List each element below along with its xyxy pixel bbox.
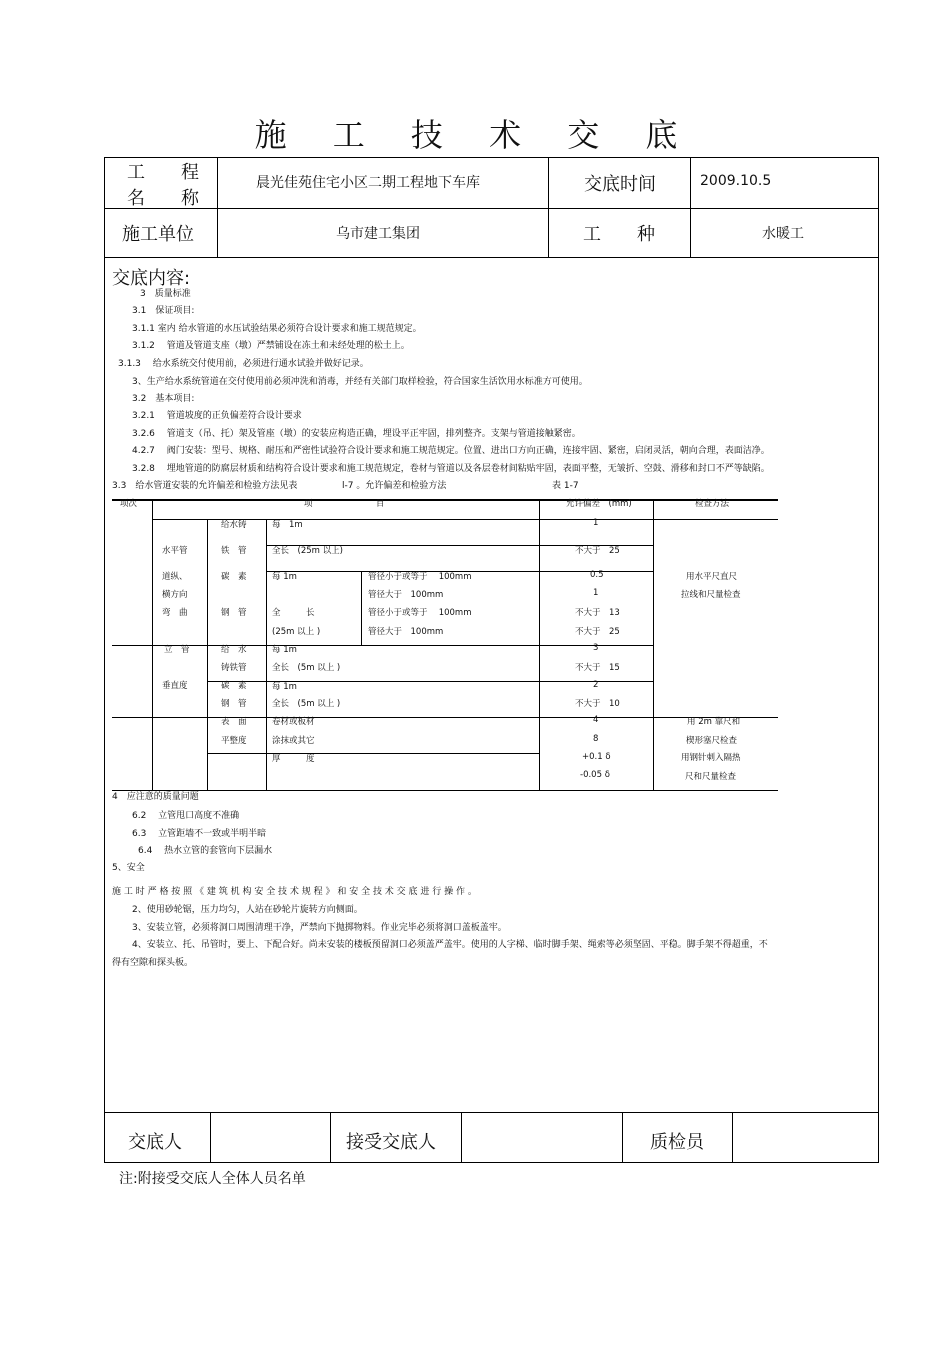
divider — [104, 208, 879, 209]
table-cell: +0.1 δ — [582, 752, 611, 762]
table-rule — [112, 717, 778, 718]
table-cell: 管径大于 100mm — [368, 627, 444, 637]
table-cell: 管径小于或等于 100mm — [368, 608, 472, 618]
table-header-deviation: 允许偏差 (mm) — [566, 499, 632, 509]
table-cell: 每 1m — [272, 645, 297, 655]
divider — [330, 1112, 331, 1163]
inspector-label: 质检员 — [650, 1132, 704, 1153]
text-line: 4 应注意的质量问题 — [112, 792, 199, 802]
table-cell: 钢 管 — [221, 608, 247, 618]
table-cell: 2 — [593, 680, 599, 690]
giver-label: 交底人 — [128, 1132, 182, 1153]
table-rule — [539, 499, 540, 790]
table-rule — [207, 753, 539, 754]
table-cell: 钢 管 — [221, 699, 247, 709]
page-title: 施 工 技 术 交 底 — [254, 116, 696, 154]
unit-value: 乌市建工集团 — [336, 226, 420, 242]
table-cell: 不大于 15 — [575, 663, 620, 673]
table-cell: 立 管 — [164, 645, 190, 655]
table-cell: 每 1m — [272, 520, 303, 530]
table-cell: 4 — [593, 715, 599, 725]
table-cell: 楔形塞尺检查 — [686, 736, 738, 746]
table-cell: 厚 度 — [272, 754, 315, 764]
table-cell: 铸铁管 — [221, 663, 247, 673]
divider — [217, 157, 218, 257]
table-cell: -0.05 δ — [580, 770, 610, 780]
divider — [690, 157, 691, 257]
table-number: 表 1-7 — [552, 481, 579, 491]
table-cell: 1 — [593, 588, 599, 598]
text-line: 3.1 保证项目: — [132, 306, 195, 316]
table-rule — [152, 499, 153, 790]
table-cell: 铁 管 — [221, 546, 247, 556]
table-cell: 拉线和尺量检查 — [681, 590, 741, 600]
table-header-xiang: 项 — [304, 499, 313, 509]
table-caption-mid: l-7 。允许偏差和检验方法 — [342, 481, 447, 491]
form-frame — [104, 157, 879, 1163]
text-line: 3.2.8 埋地管道的防腐层材质和结构符合设计要求和施工规范规定，卷材与管道以及各层卷材间粘贴牢固，表面平整，无皱折、空鼓、滑移和封口不严等缺陷。 — [132, 464, 770, 474]
text-line: 4、安装立、托、吊管时，要上、下配合好。尚未安装的楼板预留洞口必须盖严盖牢。使用的人字梯、临时脚手架、绳索等必须坚固、平稳。脚手架不得超重，不 — [132, 940, 768, 950]
table-cell: 用 2m 靠尺和 — [687, 717, 741, 727]
text-line: 3.2.6 管道支（吊、托）架及管座（墩）的安装应构造正确，埋设平正牢固，排列整齐。支架与管道接触紧密。 — [132, 429, 581, 439]
project-label-line1: 工 程 — [127, 162, 199, 183]
table-cell: 给 水 — [221, 645, 247, 655]
text-line: 5、安全 — [112, 863, 145, 873]
text-line: 2、使用砂轮锯，压力均匀，人站在砂轮片旋转方向侧面。 — [132, 905, 363, 915]
unit-label: 施工单位 — [122, 224, 194, 245]
text-line: 施 工 时 严 格 按 照 《 建 筑 机 构 安 全 技 术 规 程 》 和 安 全 技 术 交 底 进 行 操 作 。 — [112, 887, 477, 897]
divider — [104, 257, 879, 258]
receiver-signature-field[interactable] — [462, 1113, 621, 1162]
text-line: 3.2 基本项目: — [132, 394, 195, 404]
table-rule — [266, 519, 267, 790]
text-line: 6.2 立管甩口高度不准确 — [132, 811, 240, 821]
divider — [548, 157, 549, 257]
table-cell: 每 1m — [272, 572, 297, 582]
table-header-mu: 目 — [376, 499, 385, 509]
text-line: 3 质量标准 — [140, 289, 191, 299]
table-cell: 不大于 13 — [575, 608, 620, 618]
table-cell: 每 1m — [272, 682, 297, 692]
trade-value: 水暖工 — [762, 226, 804, 242]
table-header-method: 检查方法 — [695, 499, 730, 509]
text-line: 3.1.1 室内 给水管道的水压试验结果必须符合设计要求和施工规范规定。 — [132, 324, 422, 334]
project-name: 晨光佳苑住宅小区二期工程地下车库 — [256, 175, 480, 191]
table-cell: 平整度 — [221, 736, 247, 746]
date-label: 交底时间 — [584, 174, 656, 195]
table-cell: 3 — [593, 643, 599, 653]
table-cell: 管径大于 100mm — [368, 590, 444, 600]
text-line: 6.4 热水立管的套管向下层漏水 — [138, 846, 273, 856]
table-cell: 管径小于或等于 100mm — [368, 572, 472, 582]
text-line: 得有空隙和探头板。 — [112, 958, 194, 968]
divider — [622, 1112, 623, 1163]
table-cell: 垂直度 — [162, 681, 188, 691]
table-cell: 全 长 — [272, 608, 315, 618]
text-line: 3.2.1 管道坡度的正负偏差符合设计要求 — [132, 411, 302, 421]
table-cell: 不大于 25 — [575, 546, 620, 556]
inspector-signature-field[interactable] — [733, 1113, 878, 1162]
table-rule — [112, 645, 654, 646]
table-cell: 全长 (25m 以上) — [272, 546, 343, 556]
table-header-item: 项次 — [120, 499, 138, 509]
table-cell: 尺和尺量检查 — [685, 772, 737, 782]
table-rule — [112, 790, 778, 791]
table-cell: 碳 素 — [221, 572, 247, 582]
table-cell: 8 — [593, 734, 599, 744]
footnote: 注:附接受交底人全体人员名单 — [119, 1171, 306, 1187]
table-cell: 用水平尺直尺 — [686, 572, 738, 582]
table-cell: 不大于 25 — [575, 627, 620, 637]
date-value: 2009.10.5 — [700, 173, 772, 189]
table-cell: 全长 (5m 以上 ) — [272, 663, 341, 673]
table-cell: 涂抹或其它 — [272, 736, 315, 746]
text-line: 6.3 立管距墙不一致或半明半暗 — [132, 829, 267, 839]
table-cell: 全长 (5m 以上 ) — [272, 699, 341, 709]
table-cell: 给水铸 — [221, 520, 247, 530]
giver-signature-field[interactable] — [211, 1113, 329, 1162]
table-cell: 碳 素 — [221, 681, 247, 691]
table-cell: 不大于 10 — [575, 699, 620, 709]
text-line: 4.2.7 阀门安装：型号、规格、耐压和严密性试验符合设计要求和施工规范规定。位置、进出口方向正确，连接牢固、紧密，启闭灵活，朝向合理，表面洁净。 — [132, 446, 770, 456]
content-label: 交底内容: — [112, 268, 191, 289]
table-cell: 用钢针刺入隔热 — [681, 753, 741, 763]
table-cell: 卷材或板材 — [272, 717, 315, 727]
trade-label: 工 种 — [583, 224, 655, 245]
table-caption: 3.3 给水管道安装的允许偏差和检验方法见表 — [112, 481, 298, 491]
project-label-line2: 名 称 — [127, 188, 199, 209]
text-line: 3、安装立管，必须将洞口周围清理干净，严禁向下抛掷物料。作业完毕必须将洞口盖板盖牢。 — [132, 923, 507, 933]
table-cell: 弯 曲 — [162, 608, 188, 618]
table-rule — [207, 519, 208, 790]
table-rule — [112, 499, 778, 501]
table-cell: 水平管 — [162, 546, 188, 556]
table-cell: 0.5 — [590, 570, 604, 580]
table-cell: 横方向 — [162, 590, 188, 600]
text-line: 3、生产给水系统管道在交付使用前必须冲洗和消毒，并经有关部门取样检验，符合国家生活饮用水标准方可使用。 — [132, 377, 588, 387]
table-rule — [361, 571, 362, 645]
text-line: 3.1.2 管道及管道支座（墩）严禁铺设在冻土和未经处理的松土上。 — [132, 341, 410, 351]
table-cell: 1 — [593, 518, 599, 528]
table-cell: 表 面 — [221, 717, 247, 727]
table-cell: (25m 以上 ) — [272, 627, 321, 637]
table-cell: 道纵、 — [162, 572, 188, 582]
receiver-label: 接受交底人 — [346, 1132, 436, 1153]
table-rule — [653, 499, 654, 790]
text-line: 3.1.3 给水系统交付使用前，必须进行通水试验并做好记录。 — [118, 359, 369, 369]
